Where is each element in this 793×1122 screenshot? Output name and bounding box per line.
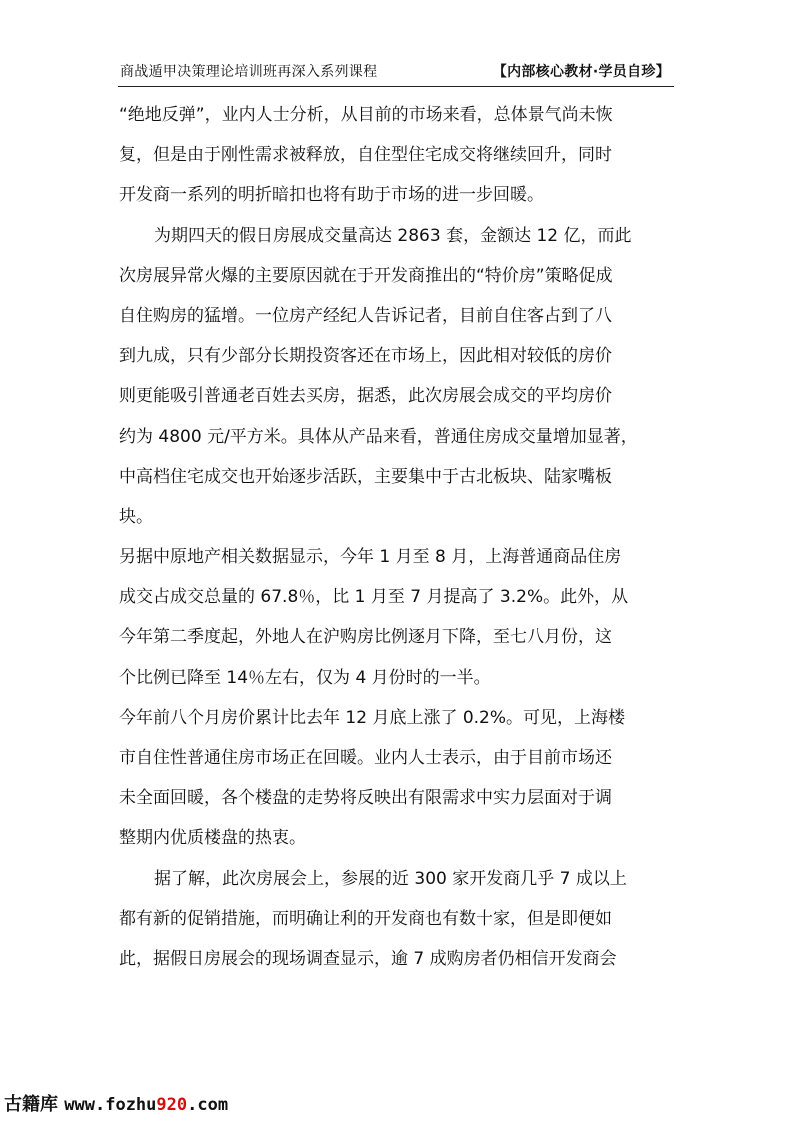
text-line: 约为 4800 元/平方米。具体从产品来看，普通住房成交量增加显著， bbox=[119, 426, 638, 447]
url-prefix: www.fozhu bbox=[64, 1095, 157, 1115]
body-text bbox=[119, 96, 681, 980]
site-name: 古籍库 bbox=[4, 1094, 58, 1115]
material-label: 【内部核心教材·学员自珍】 bbox=[492, 64, 670, 80]
text-line: 复，但是由于刚性需求被释放，自住型住宅成交将继续回升，同时 bbox=[119, 145, 612, 166]
text-line: 今年第二季度起，外地人在沪购房比例逐月下降，至七八月份，这 bbox=[119, 627, 612, 648]
text-line: 另据中原地产相关数据显示，今年 1 月至 8 月，上海普通商品住房 bbox=[119, 547, 622, 568]
text-line: 整期内优质楼盘的热衷。 bbox=[119, 828, 306, 849]
page-header bbox=[118, 60, 674, 87]
text-line: 市自住性普通住房市场正在回暖。业内人士表示，由于目前市场还 bbox=[119, 748, 612, 768]
text-line: 个比例已降至 14％左右，仅为 4 月份时的一半。 bbox=[119, 667, 491, 688]
text-line: 成交占成交总量的 67.8％，比 1 月至 7 月提高了 3.2%。此外，从 bbox=[119, 587, 629, 608]
text-line: 据了解，此次房展会上，参展的近 300 家开发商几乎 7 成以上 bbox=[154, 868, 627, 889]
text-line: “绝地反弹”，业内人士分析，从目前的市场来看，总体景气尚未恢 bbox=[119, 105, 613, 125]
site-url[interactable] bbox=[64, 1095, 228, 1115]
url-suffix: .com bbox=[187, 1095, 229, 1115]
text-line: 未全面回暖，各个楼盘的走势将反映出有限需求中实力层面对于调 bbox=[119, 788, 612, 809]
watermark-footer bbox=[4, 1090, 228, 1116]
text-line: 都有新的促销措施，而明确让利的开发商也有数十家，但是即便如 bbox=[119, 908, 612, 929]
text-line: 今年前八个月房价累计比去年 12 月底上涨了 0.2%。可见，上海楼 bbox=[119, 707, 626, 728]
course-title: 商战遁甲决策理论培训班再深入系列课程 bbox=[120, 64, 378, 80]
text-line: 则更能吸引普通老百姓去买房，据悉，此次房展会成交的平均房价 bbox=[119, 386, 612, 407]
text-line: 开发商一系列的明折暗扣也将有助于市场的进一步回暖。 bbox=[119, 185, 544, 206]
text-line: 此，据假日房展会的现场调查显示，逾 7 成购房者仍相信开发商会 bbox=[119, 948, 617, 969]
text-line: 中高档住宅成交也开始逐步活跃，主要集中于古北板块、陆家嘴板 bbox=[119, 466, 612, 487]
text-line: 自住购房的猛增。一位房产经纪人告诉记者，目前自住客占到了八 bbox=[119, 305, 612, 326]
text-line: 块。 bbox=[119, 506, 153, 527]
text-line: 为期四天的假日房展成交量高达 2863 套，金额达 12 亿，而此 bbox=[154, 225, 632, 246]
text-line: 次房展异常火爆的主要原因就在于开发商推出的“特价房”策略促成 bbox=[119, 265, 613, 286]
text-line: 到九成，只有少部分长期投资客还在市场上，因此相对较低的房价 bbox=[119, 346, 612, 367]
url-number: 920 bbox=[156, 1095, 188, 1115]
